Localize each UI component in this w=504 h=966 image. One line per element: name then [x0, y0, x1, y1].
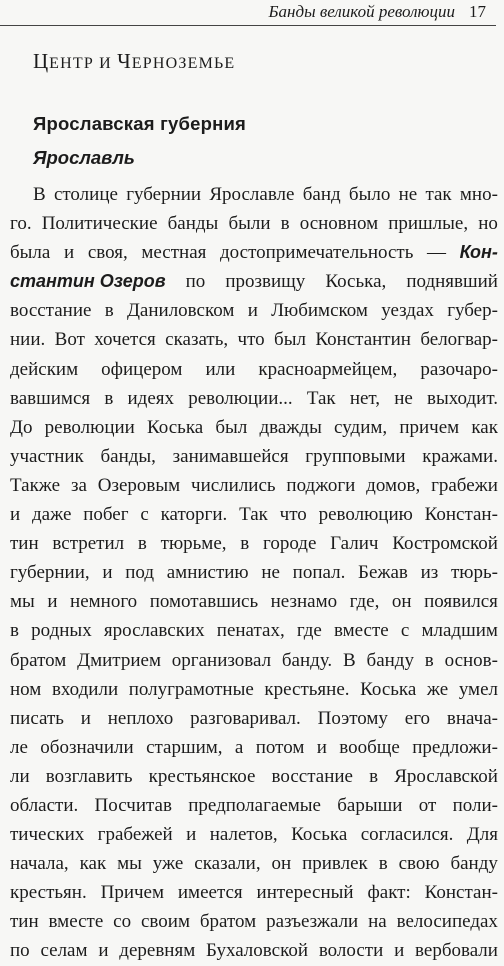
word: уездах: [381, 300, 434, 322]
section-heading-cap-2: Ч: [117, 49, 132, 73]
word: го.: [10, 213, 32, 235]
word: вообще: [339, 736, 400, 758]
word: В: [343, 649, 356, 671]
word: как: [79, 853, 107, 875]
word: волости: [318, 940, 384, 962]
text-line: [10, 500, 498, 529]
word: банду: [450, 853, 498, 875]
word: крестьяне.: [264, 678, 350, 700]
text-line: [10, 384, 498, 413]
word: и: [186, 824, 197, 846]
word: пришлые,: [388, 213, 469, 235]
word: ле: [10, 736, 28, 758]
text-line: [10, 558, 498, 587]
word: идеях: [127, 387, 174, 409]
word: Для: [466, 824, 498, 846]
word: он: [391, 591, 412, 613]
text-line: [10, 907, 498, 936]
word: обозначили: [40, 736, 134, 758]
word: с: [140, 504, 149, 526]
word: разочаро-: [420, 358, 498, 380]
word: прозвищу: [225, 271, 306, 293]
word: но: [478, 213, 498, 235]
word: Ярославской: [394, 765, 498, 787]
word: своя,: [87, 242, 128, 264]
text-line: [10, 471, 498, 500]
word: грабежей: [97, 824, 173, 846]
word: вместе: [333, 620, 389, 642]
word: и: [47, 591, 58, 613]
word: младшим: [421, 620, 498, 642]
word: мы: [10, 591, 35, 613]
word: тин: [10, 533, 39, 555]
text-line: [10, 587, 498, 616]
text-line: [10, 209, 498, 238]
word: была: [10, 242, 51, 264]
word: выходит.: [427, 387, 498, 409]
word: родных: [31, 620, 92, 642]
word: от: [418, 794, 437, 816]
word: вместе: [48, 911, 104, 933]
word: нии.: [10, 329, 46, 351]
word: не: [394, 387, 413, 409]
word: банды: [167, 213, 219, 235]
word: имеется: [177, 882, 243, 904]
word: Кон-: [459, 242, 498, 263]
word: было: [348, 184, 391, 205]
word: мно-: [459, 184, 498, 205]
word: умел: [458, 678, 498, 700]
word: так: [425, 184, 452, 205]
word: предполагаемые: [188, 794, 321, 816]
word: банду: [366, 649, 414, 671]
word: побег: [83, 504, 129, 526]
text-line: [10, 820, 498, 849]
word: Озеровым: [97, 474, 181, 496]
word: Коська: [360, 678, 417, 700]
word: крестьянское: [148, 765, 256, 787]
word: где: [296, 620, 322, 642]
word: Причем: [100, 882, 164, 904]
word: и: [102, 562, 113, 584]
word: пенатах,: [216, 620, 285, 642]
word: велосипедах: [396, 911, 498, 933]
word: банду.: [281, 649, 333, 671]
word: интересный: [256, 882, 354, 904]
word: Дмитрием: [77, 649, 161, 671]
word: Также: [10, 474, 61, 496]
word: Так: [239, 504, 268, 526]
word: не: [261, 562, 280, 584]
word: или: [205, 358, 236, 380]
word: что: [279, 504, 307, 526]
running-header: [0, 2, 486, 24]
word: Костромской: [392, 533, 498, 555]
word: числились: [191, 474, 276, 496]
section-heading-cap-1: Ц: [33, 49, 50, 73]
word: Констан-: [424, 504, 498, 526]
word: Вот: [54, 329, 85, 351]
word: домов,: [366, 474, 421, 496]
word: с: [400, 620, 410, 642]
word: Коська: [147, 416, 204, 438]
text-line: [10, 180, 498, 209]
word: на: [368, 911, 387, 933]
word: возглавить: [45, 765, 133, 787]
word: тюрь-: [451, 562, 498, 584]
header-rule: [0, 25, 496, 26]
word: по: [185, 271, 206, 293]
word: революции...: [188, 387, 293, 409]
word: в: [137, 533, 147, 555]
text-line: [10, 849, 498, 878]
word: губер-: [447, 300, 498, 322]
word: Политические: [41, 213, 158, 235]
word: организовал: [171, 649, 272, 671]
word: нет,: [349, 387, 381, 409]
word: что: [237, 329, 265, 351]
word: сказать,: [165, 329, 229, 351]
section-heading-part-1: ЕНТР И: [49, 55, 118, 72]
word: Бухаловской: [206, 940, 309, 962]
word: братом: [10, 649, 67, 671]
word: как: [471, 416, 498, 438]
word: и: [316, 736, 327, 758]
word: свою: [398, 853, 440, 875]
word: основ-: [444, 649, 498, 671]
text-line: [10, 267, 498, 296]
text-line: [10, 878, 498, 907]
word: революцию: [318, 504, 413, 526]
word: налетов,: [209, 824, 278, 846]
word: Бежав: [358, 562, 408, 584]
word: грабежи: [431, 474, 498, 496]
word: Поэтому: [317, 707, 388, 729]
word: был: [215, 416, 248, 438]
text-line: [10, 704, 498, 733]
word: же: [426, 678, 449, 700]
word: в: [378, 853, 388, 875]
word: был: [274, 329, 306, 351]
word: занимавшейся: [172, 445, 289, 467]
word: Коська,: [325, 271, 387, 293]
word: а: [234, 736, 244, 758]
text-line: [10, 355, 498, 384]
text-line: [10, 413, 498, 442]
word: каторги.: [160, 504, 228, 526]
word: помотавшись: [149, 591, 259, 613]
word: хочется: [94, 329, 156, 351]
word: вавшимся: [10, 387, 91, 409]
word: ли: [10, 765, 30, 787]
word: офицером: [101, 358, 183, 380]
word: судим,: [334, 416, 388, 438]
word: восстание: [271, 765, 353, 787]
word: попал.: [292, 562, 346, 584]
word: предложи-: [412, 736, 498, 758]
word: революции: [44, 416, 135, 438]
word: немного: [70, 591, 138, 613]
word: полуграмотные: [128, 678, 254, 700]
word: деревням: [119, 940, 196, 962]
word: основном: [299, 213, 379, 235]
word: участник: [10, 445, 84, 467]
section-heading: [33, 49, 235, 74]
text-line: [10, 529, 498, 558]
text-line: [10, 646, 498, 675]
word: крестьян.: [10, 882, 87, 904]
text-line: [10, 296, 498, 325]
word: барыши: [337, 794, 403, 816]
word: встретил: [52, 533, 125, 555]
word: ном: [10, 678, 42, 700]
word: Даниловском: [126, 300, 235, 322]
text-line: [10, 791, 498, 820]
word: его: [404, 707, 431, 729]
word: мы: [117, 853, 142, 875]
word: поли-: [452, 794, 498, 816]
word: поднявший: [406, 271, 498, 293]
word: тических: [10, 824, 85, 846]
word: сказали,: [194, 853, 261, 875]
word: дважды: [259, 416, 322, 438]
word: стантин Озеров: [10, 271, 166, 292]
word: уже: [152, 853, 184, 875]
word: и: [10, 504, 21, 526]
running-title: Банды великой революции: [268, 2, 455, 21]
word: неплохо: [107, 707, 174, 729]
word: в: [240, 533, 250, 555]
word: Констан-: [424, 882, 498, 904]
text-line: [10, 733, 498, 762]
text-line: [10, 936, 498, 965]
word: привлек: [302, 853, 368, 875]
word: области.: [10, 794, 79, 816]
word: писать: [10, 707, 64, 729]
text-line: [10, 616, 498, 645]
word: входили: [51, 678, 119, 700]
text-line: [10, 442, 498, 471]
section-heading-part-2: ЕРНОЗЕМЬЕ: [131, 55, 236, 72]
word: в: [104, 387, 114, 409]
word: Посчитав: [94, 794, 172, 816]
word: в: [424, 649, 434, 671]
word: тин: [10, 911, 39, 933]
word: факт:: [367, 882, 411, 904]
word: дейским: [10, 358, 79, 380]
word: и: [394, 940, 405, 962]
word: и: [247, 300, 258, 322]
word: До: [10, 416, 33, 438]
page-number: 17: [469, 2, 486, 21]
word: начала,: [10, 853, 69, 875]
word: по: [10, 940, 30, 962]
word: селам: [40, 940, 88, 962]
word: внача-: [446, 707, 498, 729]
word: амнистию: [166, 562, 249, 584]
text-line: [10, 325, 498, 354]
word: причем: [399, 416, 460, 438]
word: разъезжали: [266, 911, 359, 933]
word: потом: [255, 736, 305, 758]
word: и: [98, 940, 109, 962]
word: в: [10, 620, 19, 642]
word: в: [369, 765, 379, 787]
word: белогвар-: [420, 329, 498, 351]
text-line: [10, 675, 498, 704]
word: старшим,: [146, 736, 223, 758]
word: даже: [31, 504, 72, 526]
word: согласился.: [360, 824, 454, 846]
word: были: [228, 213, 271, 235]
word: кражами.: [422, 445, 498, 467]
word: Ярославле: [209, 184, 295, 205]
word: и: [80, 707, 91, 729]
word: групповыми: [305, 445, 406, 467]
word: из: [420, 562, 439, 584]
word: Любимском: [271, 300, 368, 322]
word: восстание: [10, 300, 92, 322]
word: незнамо: [270, 591, 338, 613]
word: в: [280, 213, 290, 235]
word: местная: [141, 242, 207, 264]
subsection-heading: Ярославская губерния: [33, 113, 247, 134]
word: Галич: [330, 533, 379, 555]
body-text: [10, 180, 498, 966]
word: со: [113, 911, 132, 933]
word: под: [125, 562, 155, 584]
word: ярославских: [103, 620, 205, 642]
word: он: [271, 853, 292, 875]
word: достопримечательность: [220, 242, 414, 264]
word: поджоги: [286, 474, 356, 496]
word: В: [33, 184, 46, 205]
word: появился: [424, 591, 498, 613]
text-line: [10, 762, 498, 791]
word: не: [398, 184, 418, 205]
word: вербовали: [415, 940, 498, 962]
word: разговаривал.: [190, 707, 301, 729]
place-heading: Ярославль: [33, 147, 135, 168]
word: в: [104, 300, 114, 322]
word: Так: [306, 387, 336, 409]
word: губернии: [126, 184, 202, 205]
word: и: [64, 242, 75, 264]
word: столице: [53, 184, 118, 205]
word: красноармейцем,: [258, 358, 398, 380]
word: за: [70, 474, 87, 496]
text-line: [10, 238, 498, 267]
word: банды,: [100, 445, 156, 467]
word: тюрьме,: [160, 533, 227, 555]
word: Коська: [291, 824, 348, 846]
word: городе: [263, 533, 317, 555]
word: банд: [302, 184, 341, 205]
word: где,: [349, 591, 380, 613]
word: —: [427, 242, 447, 264]
word: Константин: [315, 329, 411, 351]
word: своим: [141, 911, 190, 933]
word: губернии,: [10, 562, 90, 584]
word: братом: [199, 911, 257, 933]
